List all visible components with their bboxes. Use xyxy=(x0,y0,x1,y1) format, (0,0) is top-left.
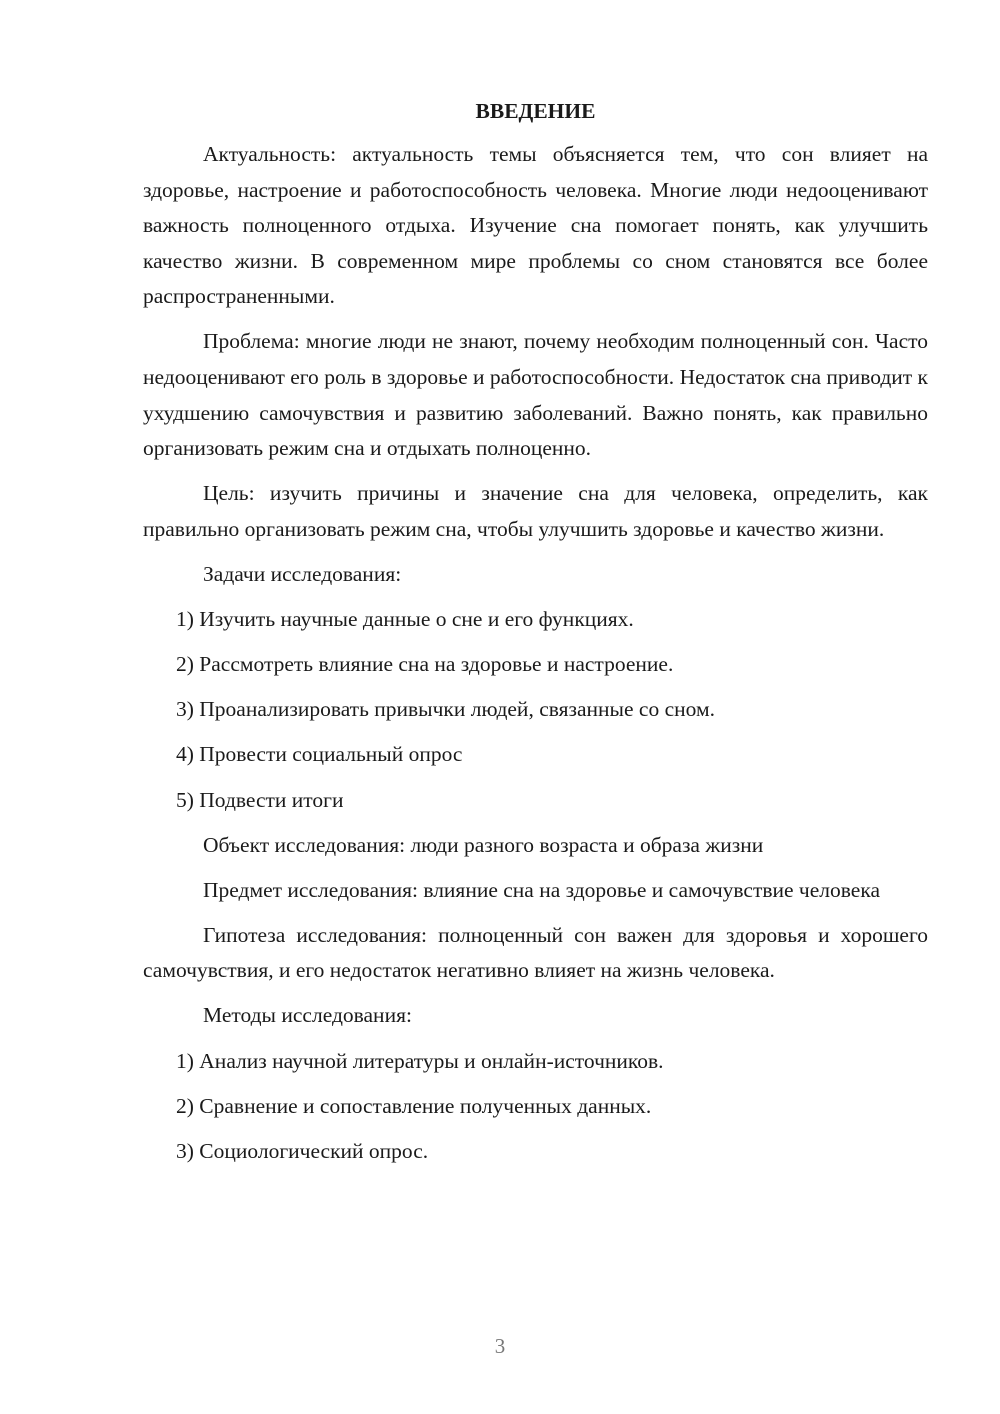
subject-paragraph: Предмет исследования: влияние сна на здоровье и самочувствие человека xyxy=(203,877,880,902)
task-item: 3) Проанализировать привычки людей, связанные со сном. xyxy=(176,697,715,722)
section-title: ВВЕДЕНИЕ xyxy=(475,99,596,123)
method-item: 2) Сравнение и сопоставление полученных данных. xyxy=(176,1093,652,1118)
tasks-list xyxy=(143,602,928,818)
method-item: 3) Социологический опрос. xyxy=(176,1138,429,1163)
goal-paragraph: Цель: изучить причины и значение сна для человека, определить, как правильно организовать режим сна, чтобы улучшить здоровье и качество жизни. xyxy=(143,481,928,541)
document-page xyxy=(143,93,928,1179)
task-item: 4) Провести социальный опрос xyxy=(176,742,463,767)
method-item: 1) Анализ научной литературы и онлайн-источников. xyxy=(176,1048,664,1073)
hypothesis-paragraph: Гипотеза исследования: полноценный сон важен для здоровья и хорошего самочувствия, и его недостаток негативно влияет на жизнь человека. xyxy=(143,922,928,983)
object-paragraph: Объект исследования: люди разного возраста и образа жизни xyxy=(203,832,764,857)
problem-paragraph: Проблема: многие люди не знают, почему необходим полноценный сон. Часто недооценивают его роль в здоровье и работоспособности. Недостаток сна приводит к ухудшению самочувствия и развитию заболеваний. Важно понять, как правильно организовать режим сна и отдыхать полноценно. xyxy=(143,329,928,461)
methods-list xyxy=(143,1044,928,1170)
task-item: 5) Подвести итоги xyxy=(176,787,344,812)
page-number: 3 xyxy=(494,1334,506,1358)
relevance-paragraph: Актуальность: актуальность темы объясняется тем, что сон влияет на здоровье, настроение и работоспособность человека. Многие люди недооценивают важность полноценного отдыха. Изучение сна помогает понять, как улучшить качество жизни. В современном мире проблемы со сном становятся все более распространенными. xyxy=(143,142,928,309)
methods-heading: Методы исследования: xyxy=(203,1003,412,1028)
tasks-heading: Задачи исследования: xyxy=(203,562,402,587)
task-item: 1) Изучить научные данные о сне и его функциях. xyxy=(176,607,634,632)
task-item: 2) Рассмотреть влияние сна на здоровье и настроение. xyxy=(176,652,674,677)
